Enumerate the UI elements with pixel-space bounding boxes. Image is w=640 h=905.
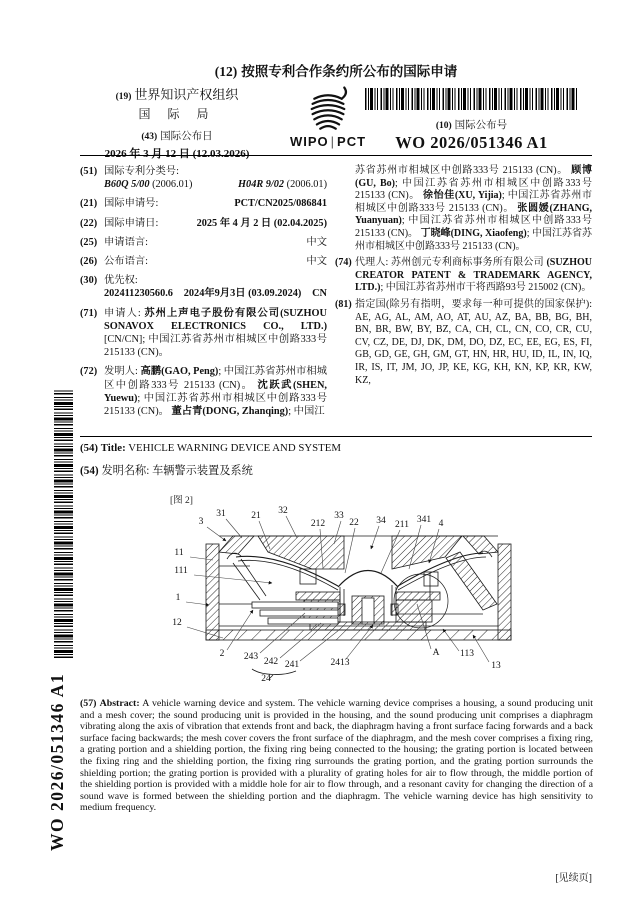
title-en-label: Title: [100,442,126,454]
ipc-class-1-code: B60Q 5/00 [104,179,150,191]
text-segment: 指定国(除另有指明，要求每一种可提供的国家保护): AE, AG, AL, AM, AO, AT, AU, AZ, BA, BB, BG, BH, BN, BR, BW, BY, BZ, CA, CH, CL, CN, CO, CR, CU, CV, CZ, DE, DJ, DK, DM, DO, DZ, EC, EE, EG, ES, FI, GB, GD, GE, GH, GM, GT, HN, HR, HU, ID, IL, IN, IQ, IR, IS, IT, JM, JO, JP, KE, KG, KH, KN, KP, KR, KW, KZ, [355,298,592,386]
text-segment: ; 中国江 [288,406,325,418]
inventors-continuation-text [355,165,592,253]
fig-leader-line [186,602,209,605]
abstract-text: A vehicle warning device and system. The vehicle warning device comprises a housing, a sound producing unit and a mesh cover; the sound producing unit is provided in the housing, and the sound producing unit comprises a diaphragm vibrating along the axis of vibration that extends front and back, the diaphragm having a front surface facing forwards and a back surface facing backwards; the mesh cover covers the front surface of the diaphragm, and the mesh cover comprises a fixing ring, a grating portion and a shielding portion, the fixing ring being connected to the housing; the grating portion is located between the fixing ring and the shielding portion, the fixing ring surrounds the grating portion, and the grating portion surrounds the shielding portion; the grating portion is provided with a plurality of grating holes for air to flow through, the middle portion of the shielding portion is provided with a middle hole for air to flow through, and a resonant cavity for changing the direction of a sound wave is formed between the shielding portion and the diaphragm. The vehicle warning device has high sensitivity to medium frequency. [80,698,593,814]
ipc-class-2 [238,178,327,191]
text-segment: 苏州上声电子股份有限公司 [144,307,281,319]
text-segment: (XU, Yijia) [454,190,502,202]
text-segment: ; 中国江苏省苏州市相城区中创路333号 215133 (CN)。 [355,227,593,252]
applicant-entry [80,307,327,360]
fig-reference-label: 24 [261,674,271,684]
fig-reference-label: 4 [438,519,444,529]
wipo-pct-wordmark [288,134,368,149]
text-segment: [CN/CN]; 中国江苏省苏州市相城区中创路333号 215133 (CN)。 [104,334,327,359]
filing-language-label: 申请语言: [104,236,149,248]
fig-reference-label: 211 [395,520,409,530]
pub-number-value: WO 2026/051346 A1 [395,133,548,152]
application-number-entry [80,197,327,210]
fig-reference-label: 13 [491,661,501,671]
text-segment: 苏省苏州市相城区中创路333号 215133 (CN)。 [355,165,572,176]
priority-date: 2024年9月3日 (03.09.2024) [183,288,302,300]
pub-date-line [84,128,270,143]
text-segment: 顾博 [571,165,592,176]
pub-number-block [365,88,578,153]
fig-leader-line [345,528,355,573]
abstract-label: Abstract: [99,698,140,709]
inventors-continuation [335,165,592,253]
text-segment: (GU, Bo) [355,177,395,189]
field-code-30: (30) [80,275,98,287]
wipo-wordmark: WIPO [289,134,329,149]
filing-date-label: 国际申请日: [104,217,159,229]
abstract-code: (57) [80,698,97,709]
title-zh-code: (54) [80,465,99,477]
org-name-line [84,84,270,103]
application-number-value: PCT/CN2025/086841 [234,198,327,210]
text-segment: 申请人: [104,307,145,319]
fig-leader-line [280,623,321,658]
text-segment: 徐怡佳 [422,190,455,202]
filing-language-value: 中文 [306,236,327,248]
priority-number: 202411230560.6 [104,288,173,300]
text-segment: ; 中国江苏省苏州市相城区中创路333号 215133 (CN)。 [355,177,592,202]
intl-bureau: 国 际 局 [138,107,216,121]
field-code-22: (22) [80,217,98,229]
fig-leader-line [226,519,242,538]
fig-reference-label: 341 [416,515,432,525]
fig-reference-label: 1 [175,593,181,603]
agent-entry [335,257,592,295]
field-code-26: (26) [80,256,98,268]
pub-number-label: 国际公布号 [454,120,508,131]
fig-reference-label: 12 [172,618,182,628]
ipc-entry [80,165,327,191]
side-pub-number-vertical: WO 2026/051346 A1 [47,672,67,851]
fig-reference-label: 2 [219,649,225,659]
fig-leader-line [371,526,379,549]
text-segment: (GAO, Peng) [161,366,219,378]
figure-caption: [图 2] [170,496,193,506]
text-segment: (SUZHOU CREATOR PATENT & TRADEMARK AGENCY, LTD.) [355,257,592,294]
pub-date-value: 2026 年 3 月 12 日 (12.03.2026) [104,148,250,160]
field-code-81: (81) [335,298,352,310]
publication-language-value: 中文 [306,256,327,268]
title-english-line [80,442,592,454]
wipo-org-name: 世界知识产权组织 [134,87,239,102]
field-code-19: (19) [115,92,132,102]
org-block [84,84,270,161]
title-chinese-line [80,462,592,478]
wipo-swirl-icon [296,85,360,133]
text-segment: ; 中国江苏省苏州市相城区中创路333号 215133 (CN)。 [104,366,328,391]
fig-reference-label: 2413 [330,658,350,668]
logo-separator: | [330,134,336,149]
field-code-51: (51) [80,166,98,177]
text-segment: 高鹏 [140,366,162,378]
agent-text [355,257,592,295]
publication-language-entry [80,255,327,268]
field-code-74: (74) [335,257,352,269]
applicant-text [104,307,327,360]
biblio-left-column [80,165,327,424]
filing-language-entry [80,236,327,249]
field-code-21: (21) [80,198,98,210]
field-code-10: (10) [435,121,452,131]
fig-reference-label: 11 [174,548,184,558]
fig-reference-label: 242 [263,657,279,667]
pct-wordmark: PCT [337,134,367,149]
fig-reference-label: A [432,648,440,658]
fig-reference-label: 111 [174,566,188,576]
inventors-entry [80,365,327,418]
designated-states-text [355,299,592,387]
fig-reference-label: 113 [460,649,474,659]
text-segment: 丁晓峰 [420,227,451,239]
fig-reference-label: 243 [243,652,259,662]
ipc-class-1-version: (2006.01) [152,179,193,191]
field-code-25: (25) [80,236,98,248]
kind-code-line [80,60,592,80]
abstract-paragraph [80,698,593,814]
header-rule [80,155,592,156]
continuation-note: [见续页] [555,873,592,884]
filing-date-entry [80,217,327,230]
biblio-right-column [335,165,592,424]
side-barcode [54,390,73,658]
field-code-72: (72) [80,366,98,378]
fig-leader-line [207,527,226,541]
title-rule [80,436,592,437]
text-segment: 代理人: 苏州创元专利商标事务所有限公司 [355,257,547,269]
pub-date-label: 国际公布日 [160,131,213,142]
fig-reference-label: 3 [198,517,204,527]
ipc-classes [104,178,327,191]
invention-title-en: VEHICLE WARNING DEVICE AND SYSTEM [128,442,341,454]
fig-reference-label: 212 [310,519,326,529]
ipc-class-2-version: (2006.01) [286,179,327,191]
designated-states-entry [335,299,592,387]
application-number-label: 国际申请号: [104,198,159,210]
field-code-12: (12) [214,64,238,79]
field-code-71: (71) [80,307,98,319]
fig-reference-label: 32 [278,506,288,516]
fig-reference-label: 34 [376,516,386,526]
priority-label: 优先权: [104,275,138,287]
text-segment: (SUZHOU SONAVOX ELECTRONICS CO., LTD.) [104,307,327,332]
text-segment: (DONG, Zhanqing) [202,406,289,418]
biblio-columns [80,165,592,424]
text-segment: 董占青 [171,406,203,418]
text-segment: 沈跃武 [257,379,293,391]
text-segment: ; 中国江苏省苏州市干将西路93号 215002 (CN)。 [380,282,592,294]
fig-leader-line [286,516,297,538]
text-segment: ; 中国江苏省苏州市相城区中创路333号 215133 (CN)。 [355,215,592,239]
ipc-label: 国际专利分类号: [104,166,179,177]
top-barcode [365,88,578,110]
text-segment: 发明人: [104,366,141,378]
fig-reference-label: 31 [216,509,226,519]
publication-language-label: 公布语言: [104,256,149,268]
text-segment: (DING, Xiaofeng) [450,227,527,239]
fig-reference-label: 21 [251,511,261,521]
text-segment: ; 中国江苏省苏州市相城区中创路333号 215133 (CN)。 [355,190,593,214]
fig-reference-label: 33 [334,511,344,521]
kind-code-text: 按照专利合作条约所公布的国际申请 [241,64,458,79]
priority-entry [80,274,327,300]
pub-number-line [365,117,578,132]
ipc-class-2-code: H04R 9/02 [238,179,285,191]
inventors-text [104,365,327,418]
title-en-code: (54) [80,442,98,454]
title-zh-label: 发明名称: [101,465,150,477]
fig-reference-label: 22 [349,518,359,528]
text-segment: ; 中国江苏省苏州市相城区中创路333号 215133 (CN)。 [104,392,327,418]
text-segment: (SHEN, Yuewu) [104,379,327,404]
fig-reference-label: 241 [284,660,300,670]
patent-figure [140,505,540,695]
invention-title-zh: 车辆警示装置及系统 [152,465,253,477]
priority-data [104,287,327,300]
field-code-43: (43) [141,132,158,142]
ipc-class-1 [104,178,192,191]
text-segment: (ZHANG, Yuanyuan) [355,202,593,227]
filing-date-value: 2025 年 4 月 2 日 (02.04.2025) [196,217,327,229]
priority-country: CN [312,288,327,300]
text-segment: 张圆媛 [517,202,550,214]
wipo-logo [288,85,368,149]
